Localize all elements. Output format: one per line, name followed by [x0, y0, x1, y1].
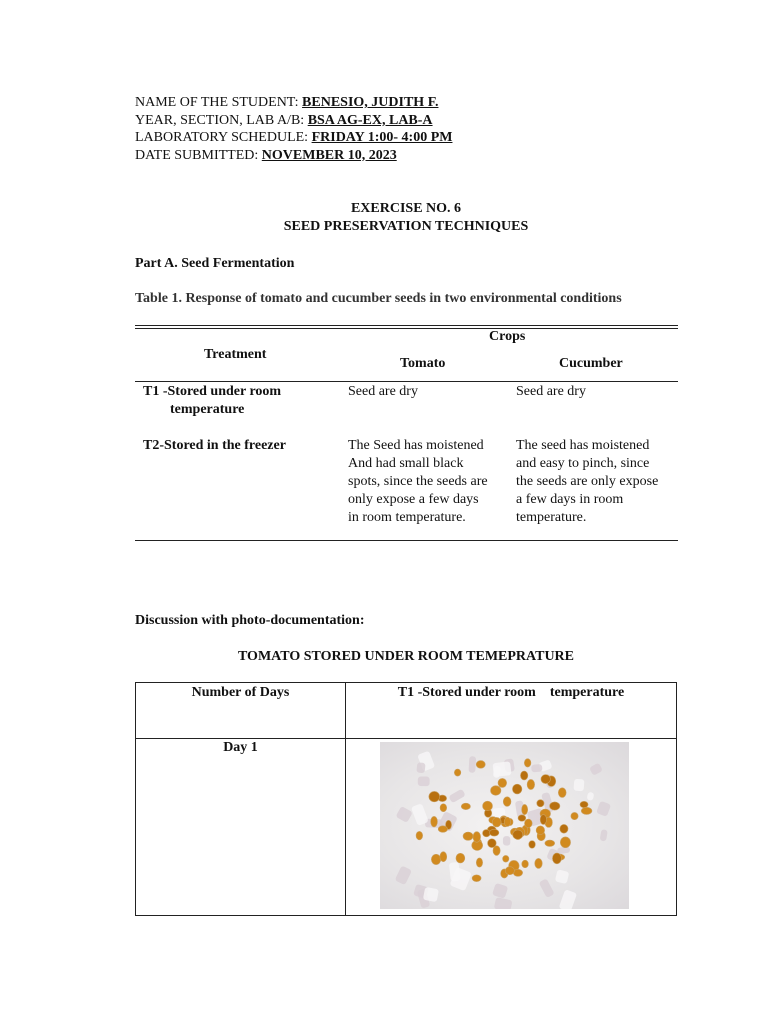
- tomato-seed: [476, 761, 485, 769]
- seed-flake: [448, 789, 465, 804]
- seed-flake: [469, 756, 477, 773]
- tomato-seed: [522, 804, 528, 814]
- part-a-heading: Part A. Seed Fermentation: [135, 256, 295, 271]
- tomato-seed: [541, 775, 550, 784]
- tomato-seed: [440, 804, 447, 812]
- tomato-seed: [512, 784, 522, 794]
- seed-flake: [503, 836, 510, 845]
- row1-treatment-line1: T1 -Stored under room: [143, 384, 282, 399]
- seed-flake: [416, 762, 425, 773]
- seed-flake: [589, 763, 603, 776]
- tomato-seed: [536, 826, 544, 835]
- table1-caption: Table 1. Response of tomato and cucumber seeds in two environmental conditions: [135, 291, 622, 306]
- seed-flake: [423, 887, 439, 902]
- tomato-seed: [522, 860, 529, 868]
- seed-flake: [587, 792, 595, 801]
- tomato-seed: [552, 853, 561, 864]
- tomato-seed: [498, 778, 507, 787]
- seed-flake: [596, 801, 611, 817]
- tomato-seed: [527, 779, 534, 789]
- row2-tomato-line: The Seed has moistened: [348, 438, 484, 453]
- seed-flake: [494, 897, 513, 909]
- tomato-seed: [492, 817, 501, 827]
- tomato-seed: [558, 788, 566, 798]
- tomato-seed: [581, 807, 592, 814]
- seed-flake: [418, 776, 430, 786]
- tomato-seed: [476, 858, 482, 867]
- info-section: YEAR, SECTION, LAB A/B: BSA AG-EX, LAB-A: [135, 112, 433, 128]
- exercise-number: EXERCISE NO. 6: [350, 201, 462, 216]
- treatment-header: Treatment: [204, 347, 267, 362]
- row2-cucumber-line: The seed has moistened: [516, 438, 650, 453]
- seed-flake: [492, 761, 511, 777]
- tomato-seed: [472, 875, 481, 882]
- tomato-seed: [429, 791, 440, 801]
- row2-tomato-line: only expose a few days: [348, 492, 479, 507]
- seed-flake: [411, 803, 429, 826]
- tomato-seed: [438, 826, 447, 832]
- tomato-seed: [545, 840, 555, 846]
- row2-cucumber-line: temperature.: [516, 510, 587, 525]
- tomato-seed: [529, 841, 536, 849]
- seed-flake: [395, 865, 412, 885]
- seed-photo: [380, 742, 629, 909]
- tomato-seed: [513, 830, 523, 839]
- seed-photo-image: [380, 742, 629, 909]
- tomato-seed: [524, 759, 531, 767]
- seed-flake: [531, 764, 542, 772]
- tomato-seed: [454, 769, 460, 776]
- tomato-seed: [520, 771, 527, 780]
- seed-flake: [492, 883, 508, 899]
- row2-cucumber-line: and easy to pinch, since: [516, 456, 650, 471]
- seed-flake: [559, 889, 578, 909]
- student-info: [135, 94, 452, 164]
- tomato-seed: [456, 853, 465, 863]
- table1-top-rule: [135, 325, 678, 326]
- table1-header-rule: [135, 381, 678, 382]
- row1-cucumber: Seed are dry: [516, 384, 586, 399]
- tomato-seed: [461, 803, 470, 809]
- tomato-seed: [431, 816, 438, 827]
- row1-tomato: Seed are dry: [348, 384, 418, 399]
- row1-treatment-line2: temperature: [170, 402, 245, 417]
- tomato-header: Tomato: [400, 356, 446, 371]
- tomato-seed: [518, 815, 526, 821]
- tomato-seed: [483, 830, 491, 837]
- row2-treatment: T2-Stored in the freezer: [143, 438, 286, 453]
- tomato-seed: [503, 855, 509, 862]
- info-schedule: LABORATORY SCHEDULE: FRIDAY 1:00- 4:00 PM: [135, 130, 453, 145]
- tomato-seed: [431, 854, 440, 864]
- table2-column-divider: [345, 683, 346, 915]
- exercise-title: SEED PRESERVATION TECHNIQUES: [283, 219, 529, 234]
- days-header: Number of Days: [191, 685, 290, 700]
- table2-title: TOMATO STORED UNDER ROOM TEMEPRATURE: [237, 649, 575, 664]
- tomato-seed: [489, 829, 498, 836]
- cucumber-header: Cucumber: [559, 356, 623, 371]
- table1-top-rule-2: [135, 328, 678, 329]
- tomato-seed: [560, 837, 570, 848]
- tomato-seed: [491, 786, 501, 796]
- day-label: Day 1: [223, 740, 258, 755]
- row2-tomato-line: spots, since the seeds are: [348, 474, 488, 489]
- tomato-seed: [440, 852, 447, 862]
- tomato-seed: [505, 867, 514, 875]
- tomato-seed: [473, 832, 481, 843]
- tomato-seed: [416, 831, 423, 839]
- seed-flake: [600, 829, 608, 841]
- table1-bottom-rule: [135, 540, 678, 541]
- tomato-seed: [504, 817, 510, 826]
- tomato-seed: [535, 858, 542, 868]
- table2-header-divider: [136, 738, 676, 739]
- tomato-seed: [580, 801, 588, 807]
- row2-tomato-line: in room temperature.: [348, 510, 466, 525]
- tomato-seed: [571, 812, 578, 819]
- tomato-seed: [525, 819, 533, 828]
- tomato-seed: [550, 802, 560, 810]
- seed-flake: [574, 779, 585, 792]
- tomato-seed: [503, 797, 511, 807]
- seed-flake: [539, 878, 555, 898]
- row2-cucumber-line: the seeds are only expose: [516, 474, 659, 489]
- tomato-seed: [560, 824, 568, 833]
- seed-flake: [555, 869, 570, 884]
- row2-cucumber: [516, 437, 658, 527]
- tomato-seed: [540, 815, 546, 825]
- row2-tomato-line: And had small black: [348, 456, 464, 471]
- tomato-seed: [488, 839, 497, 848]
- row2-tomato: [348, 437, 488, 527]
- tomato-seed: [537, 800, 544, 807]
- seed-flake: [449, 862, 461, 882]
- tomato-seed: [463, 832, 473, 840]
- row2-cucumber-line: a few days in room: [516, 492, 624, 507]
- crops-header: Crops: [489, 329, 526, 344]
- info-date: DATE SUBMITTED: NOVEMBER 10, 2023: [135, 147, 397, 163]
- tomato-seed: [483, 801, 493, 811]
- table-row: [143, 383, 281, 419]
- t1-header: T1 -Stored under room temperature: [397, 685, 625, 700]
- seed-flake: [395, 806, 412, 823]
- info-name: NAME OF THE STUDENT: BENESIO, JUDITH F.: [135, 95, 439, 110]
- discussion-heading: Discussion with photo-documentation:: [135, 613, 365, 628]
